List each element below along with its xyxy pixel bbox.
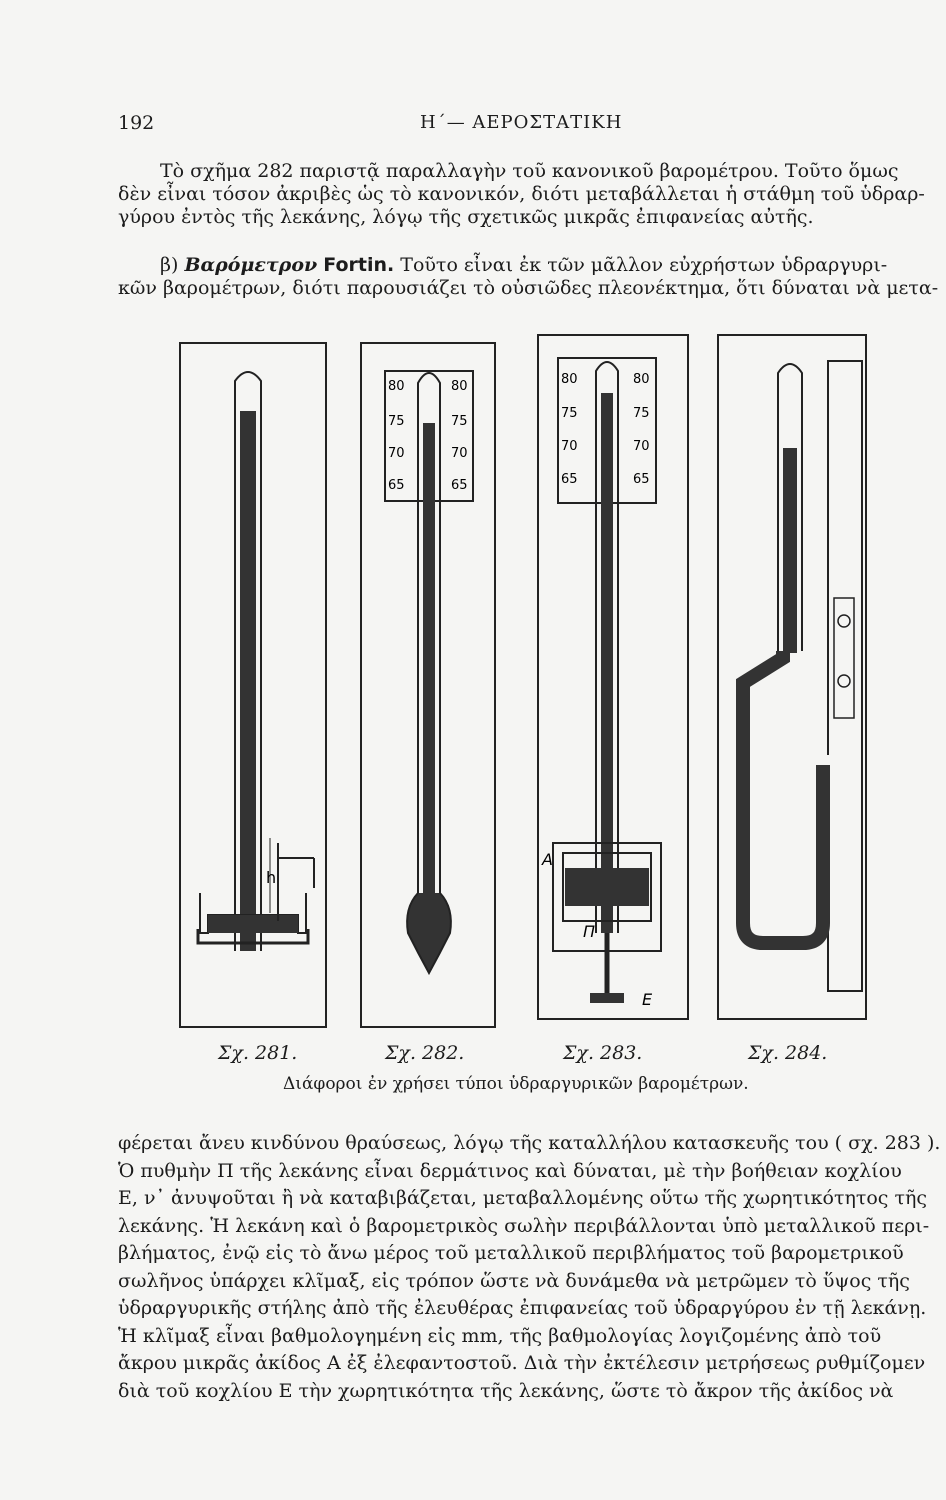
scale-label: 65 [451,478,468,493]
figure-label-281: Σχ. 281. [218,1042,298,1064]
scale-label: 80 [561,372,578,387]
text-line: Ὁ πυθμὴν Π τῆς λεκάνης εἶναι δερμάτινος καὶ δύναται, μὲ τὴν βοήθειαν κοχλίου [118,1159,902,1182]
scale-label: 65 [388,478,405,493]
text-line [118,254,938,277]
running-title: Η΄— ΑΕΡΟΣΤΑΤΙΚΗ [420,112,623,133]
scale-label: 80 [388,379,405,394]
scale-label: 80 [633,372,650,387]
figure-284 [743,361,862,991]
label-h: h [266,868,277,887]
figure-caption: Διάφοροι ἐν χρήσει τύποι ὑδραργυρικῶν βαρομέτρων. [283,1074,749,1094]
page-number: 192 [118,112,155,134]
label-Pi: Π [583,922,596,941]
figure-283 [541,358,661,1009]
section-heading-latin: Fortin. [323,254,395,276]
paragraph-3 [118,1130,941,1405]
barometer-figures [178,333,868,1053]
text-line: Ε, ν᾽ ἀνυψοῦται ἢ νὰ καταβιβάζεται, μεταβαλλομένης οὕτω τῆς χωρητικότητος τῆς [118,1187,928,1209]
scale-label: 70 [451,446,468,461]
scale-label: 75 [561,406,578,421]
figure-label-284: Σχ. 284. [748,1042,828,1064]
figure-label-283: Σχ. 283. [563,1042,643,1064]
text-line: ἄκρου μικρᾶς ἀκίδος Α ἐξ ἐλεφαντοστοῦ. Διὰ τὴν ἐκτέλεσιν μετρήσεως ρυθμίζομεν [118,1352,926,1374]
scale-label: 65 [633,472,650,487]
scale-label: 80 [451,379,468,394]
text-line: κῶν βαρομέτρων, διότι παρουσιάζει τὸ οὐσιῶδες πλεονέκτημα, ὅτι δύναται νὰ μετα- [118,277,939,299]
text-line: Ἡ κλῖμαξ εἶναι βαθμολογημένη εἰς mm, τῆς βαθμολογίας λογιζομένης ἀπὸ τοῦ [118,1324,882,1347]
scale-label: 75 [388,414,405,429]
label-A: A [542,850,553,869]
text-line: Τὸ σχῆμα 282 παριστᾷ παραλλαγὴν τοῦ κανονικοῦ βαρομέτρου. Τοῦτο ὅμως [160,160,899,182]
text-line: βλήματος, ἐνῷ εἰς τὸ ἄνω μέρος τοῦ μεταλλικοῦ περιβλήματος τοῦ βαρομετρικοῦ [118,1242,904,1264]
text-line: γύρου ἐντὸς τῆς λεκάνης, λόγῳ τῆς σχετικῶς μικρᾶς ἐπιφανείας αὐτῆς. [118,206,814,228]
scale-label: 75 [451,414,468,429]
figure-281 [198,372,314,951]
text-line: σωλῆνος ὑπάρχει κλῖμαξ, εἰς τρόπον ὥστε νὰ δυνάμεθα νὰ μετρῶμεν τὸ ὕψος τῆς [118,1269,910,1292]
figure-label-282: Σχ. 282. [385,1042,465,1064]
text-line: διὰ τοῦ κοχλίου Ε τὴν χωρητικότητα τῆς λεκάνης, ὥστε τὸ ἄκρον τῆς ἀκίδος νὰ [118,1379,894,1402]
section-heading: Βαρόμετρον [184,254,318,276]
paragraph-2 [118,254,938,300]
scale-label: 70 [561,439,578,454]
scale-label: 75 [633,406,650,421]
scale-label: 65 [561,472,578,487]
figure-282 [385,371,473,973]
text-line: ὑδραργυρικῆς στήλης ἀπὸ τῆς ἐλευθέρας ἐπιφανείας τοῦ ὑδραργύρου ἐν τῇ λεκάνῃ. [118,1297,927,1319]
paragraph-1 [118,160,938,229]
text-line: λεκάνης. Ἡ λεκάνη καὶ ὁ βαρομετρικὸς σωλὴν περιβάλλονται ὑπὸ μεταλλικοῦ περι- [118,1214,930,1237]
figure-labels [178,1042,868,1070]
scale-label: 70 [388,446,405,461]
scale-label: 70 [633,439,650,454]
section-prefix: β) [160,254,179,276]
label-E: E [642,990,653,1009]
text-line: δὲν εἶναι τόσον ἀκριβὲς ὡς τὸ κανονικόν, διότι μεταβάλλεται ἡ στάθμη τοῦ ὑδραρ- [118,183,925,205]
text-line: φέρεται ἄνευ κινδύνου θραύσεως, λόγῳ τῆς καταλλήλου κατασκευῆς του ( σχ. 283 ). [118,1132,941,1154]
barometer-illustration [178,333,868,1053]
text-fragment: Τοῦτο εἶναι ἐκ τῶν μᾶλλον εὐχρήστων ὑδραργυρι- [400,254,888,276]
